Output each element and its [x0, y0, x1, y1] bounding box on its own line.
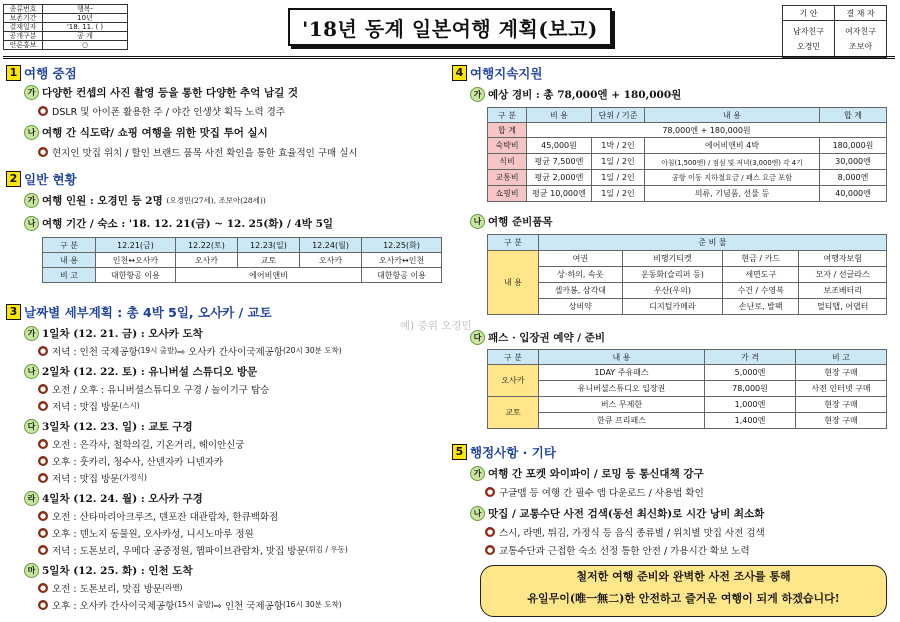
bullet-text: 교통수단과 근접한 숙소 선정 통한 안전 / 가용시간 확보 노력: [499, 546, 750, 557]
closing-line: 유일무이(唯一無二)한 안전하고 즐거운 여행이 되게 하겠습니다!: [527, 592, 840, 605]
section-4-header: [452, 64, 542, 82]
table-header: 12.23(일): [237, 238, 299, 253]
section-title: 행정사항 · 기타: [470, 445, 556, 460]
sub-heading-text: 여행 준비품목: [488, 216, 553, 228]
table-cell: 여권: [539, 251, 623, 267]
row-label: 합 계: [488, 123, 527, 138]
table-cell: 현금 / 카드: [723, 251, 799, 267]
table-cell: 대한항공 이용: [96, 268, 176, 283]
table-cell: 78,000엔 + 180,000원: [527, 123, 887, 138]
table-cell: 40,000엔: [820, 186, 887, 202]
day-title: 1일차 (12. 21. 금) : 오사카 도착: [42, 327, 203, 340]
bullet-line: [38, 145, 358, 159]
meta-key: 종류번호: [4, 5, 43, 14]
table-header: 비 고: [796, 350, 887, 365]
table-cell: 78,000원: [705, 381, 796, 397]
sub-marker: 마: [24, 563, 39, 578]
table-header: 가 격: [705, 350, 796, 365]
section-title: 일반 현황: [24, 172, 77, 187]
row-label: 쇼핑비: [488, 186, 527, 202]
bullet-text: 저녁 : 도톤보리, 우메다 공중정원, 헵파이브관람차, 맛집 방문: [52, 545, 306, 557]
bullet-text: DSLR 및 아이폰 활용한 주 / 야간 인생샷 획득 노력 경주: [52, 107, 286, 118]
table-cell: 1일 / 2인: [592, 186, 645, 202]
table-header: 12.24(월): [300, 238, 362, 253]
bullet-text: 오후 : 훗카리, 청수사, 산넨자카 니넨자카: [52, 456, 224, 468]
table-cell: 오사카↔인천: [362, 253, 442, 268]
table-cell: 비행기티켓: [622, 251, 723, 267]
table-cell: 현장 구매: [796, 365, 887, 381]
section-number: 2: [6, 171, 21, 187]
table-header: 내 용: [645, 108, 820, 123]
bullet-text: 저녁 : 인천 국제공항: [52, 346, 138, 358]
bullet-line: [485, 485, 704, 499]
bullet-line: [38, 380, 464, 397]
sub-marker: 가: [470, 466, 485, 481]
table-cell: 손난로, 발팩: [723, 299, 799, 315]
bullet-line: [38, 342, 464, 359]
bullet-line: [38, 435, 464, 452]
sub-heading: [470, 214, 553, 229]
table-cell: 현장 구매: [796, 397, 887, 413]
table-cell: 한큐 프리패스: [539, 413, 705, 429]
prep-table: [487, 234, 887, 315]
meta-value: ○: [43, 41, 128, 50]
section-3-header: [6, 303, 272, 321]
day-title: 2일차 (12. 22. 토) : 유니버설 스튜디오 방문: [42, 365, 258, 378]
table-cell: 평균 2,000엔: [527, 170, 592, 186]
table-header: 구 분: [43, 238, 96, 253]
row-label: 내 용: [488, 251, 539, 315]
table-cell: 공항 이동 지하철요금 / 패스 요금 포함: [645, 170, 820, 186]
section-number: 1: [6, 65, 21, 81]
table-cell: 평균 7,500엔: [527, 154, 592, 170]
table-header: 내 용: [539, 350, 705, 365]
sub-heading: [470, 506, 764, 521]
bullet-line: [485, 543, 750, 557]
meta-value: 행복-: [43, 5, 128, 14]
sub-heading: [470, 330, 605, 345]
bullet-icon: ●: [39, 439, 47, 448]
bullet-text: ⇨ 인천 국제공항: [213, 600, 283, 612]
sub-heading: [24, 193, 266, 208]
day-heading: [24, 561, 464, 579]
bullet-icon: ●: [39, 401, 47, 410]
table-header: 준 비 물: [539, 235, 887, 251]
bullet-line: [38, 452, 464, 469]
table-header: 12.25(화): [362, 238, 442, 253]
sub-heading: [470, 87, 681, 102]
table-cell: 1DAY 주유패스: [539, 365, 705, 381]
table-cell: 셀카봉, 삼각대: [539, 283, 623, 299]
section-title: 여행 중점: [24, 66, 77, 81]
bullet-icon: ●: [39, 473, 47, 482]
table-header: 12.21(금): [96, 238, 176, 253]
day-title: 4일차 (12. 24. 월) : 오사카 구경: [42, 492, 203, 505]
meta-key: 보존기간: [4, 14, 43, 23]
bullet-note: (16시 30분 도착): [282, 600, 342, 609]
day-heading: [24, 489, 464, 507]
table-cell: 의류, 기념품, 선물 등: [645, 186, 820, 202]
bullet-text: 현지인 맛집 위치 / 할인 브랜드 품목 사전 확인을 통한 효율적인 구매 실시: [52, 148, 358, 159]
bullet-note: (라멘): [162, 583, 183, 592]
day-heading: [24, 417, 464, 435]
sub-marker: 가: [24, 85, 39, 100]
table-cell: 우산(우의): [622, 283, 723, 299]
sub-heading-text: 여행 간 포켓 와이파이 / 로밍 등 통신대책 강구: [488, 468, 704, 480]
section-number: 5: [452, 444, 467, 460]
table-cell: 1일 / 2인: [592, 170, 645, 186]
table-cell: 1,000엔: [705, 397, 796, 413]
bullet-text: 오후 : 덴노지 동물원, 오사카성, 니시노마루 정원: [52, 528, 254, 540]
row-label: 오사카: [488, 365, 539, 397]
sub-marker: 나: [24, 364, 39, 379]
bullet-icon: ●: [39, 148, 47, 156]
title-box: [288, 8, 612, 46]
row-label: 교토: [488, 397, 539, 429]
day-heading: [24, 362, 464, 380]
meta-value: 10년: [43, 14, 128, 23]
bullet-text: 구글맵 등 여행 간 필수 앱 다운로드 / 사용법 확인: [499, 488, 704, 499]
sub-marker: 다: [470, 330, 485, 345]
bullet-icon: ●: [39, 456, 47, 465]
sub-heading-text: 패스 · 입장권 예약 / 준비: [488, 332, 606, 344]
bullet-note: (20시 30분 도착): [282, 346, 342, 355]
bullet-icon: ●: [39, 107, 47, 115]
section-title: 여행지속지원: [470, 66, 543, 81]
bullet-line: [38, 104, 285, 118]
table-cell: 1박 / 2인: [592, 138, 645, 154]
sub-heading: [24, 216, 333, 231]
bullet-icon: ●: [39, 384, 47, 393]
bullet-text: 오전 : 은각사, 철학의길, 기온거리, 헤이안신궁: [52, 439, 245, 451]
table-cell: 아침(1,500엔) / 점심 및 저녁(3,000엔) 각 4기: [645, 154, 820, 170]
table-cell: 인천↔오사카: [96, 253, 176, 268]
bullet-icon: ●: [39, 511, 47, 520]
bullet-line: [38, 507, 464, 524]
day-title: 3일차 (12. 23. 일) : 교토 구경: [42, 420, 193, 433]
sub-marker: 나: [24, 216, 39, 231]
table-cell: 8,000엔: [820, 170, 887, 186]
sub-heading-note: (오경민(27세), 조보아(28세)): [166, 196, 266, 205]
row-label: 숙박비: [488, 138, 527, 154]
table-cell: 5,000엔: [705, 365, 796, 381]
approval-drafter: 남자친구 오경민: [783, 21, 835, 58]
row-label: 교통비: [488, 170, 527, 186]
bullet-note: (15시 출발): [174, 600, 214, 609]
table-cell: 유니버셜스튜디오 입장권: [539, 381, 705, 397]
sub-marker: 나: [470, 214, 485, 229]
table-cell: 버스 무제한: [539, 397, 705, 413]
table-cell: 45,000원: [527, 138, 592, 154]
bullet-text: ⇨ 오사카 간사이국제공항: [177, 346, 283, 358]
table-header: 구 분: [488, 235, 539, 251]
table-cell: 에어비앤비 4박: [645, 138, 820, 154]
bullet-line: [38, 541, 464, 558]
bullet-text: 오전 : 도톤보리, 맛집 방문: [52, 583, 163, 595]
table-cell: 세면도구: [723, 267, 799, 283]
table-header: 합 계: [820, 108, 887, 123]
table-cell: 디지털카메라: [622, 299, 723, 315]
section-5-header: [452, 443, 556, 461]
sub-heading: [24, 125, 268, 140]
section-number: 3: [6, 304, 21, 320]
approval-header: 기 안: [783, 6, 835, 21]
table-cell: 운동화(슬리퍼 등): [622, 267, 723, 283]
sub-heading: [470, 466, 704, 481]
table-cell: 1일 / 2인: [592, 154, 645, 170]
section-1-header: [6, 64, 77, 82]
bullet-note: (튀김 / 우동): [305, 545, 348, 554]
sub-marker: 가: [470, 87, 485, 102]
pass-table: [487, 349, 887, 429]
bullet-text: 오후 : 오사카 간사이국제공항: [52, 600, 175, 612]
approval-table: [782, 5, 887, 58]
sub-marker: 가: [24, 193, 39, 208]
table-header: 비 용: [527, 108, 592, 123]
day-list: [24, 324, 464, 613]
meta-key: 공개구분: [4, 32, 43, 41]
bullet-icon: ●: [39, 545, 47, 554]
page-title: '18년 동계 일본여행 계획(보고): [302, 16, 598, 41]
table-cell: 30,000엔: [820, 154, 887, 170]
sub-marker: 나: [24, 125, 39, 140]
table-cell: 멀티탭, 어댑터: [799, 299, 887, 315]
closing-line: 철저한 여행 준비와 완벽한 사전 조사를 통해: [576, 570, 791, 583]
meta-value: 공 개: [43, 32, 128, 41]
bullet-line: [38, 469, 464, 486]
table-cell: 오사카: [300, 253, 362, 268]
table-cell: 보조배터리: [799, 283, 887, 299]
row-label: 식비: [488, 154, 527, 170]
sub-heading-text: 여행 기간 / 숙소 : '18. 12. 21(금) ~ 12. 25(화) / 4박 5일: [42, 218, 334, 230]
table-cell: 교토: [237, 253, 299, 268]
table-cell: 상비약: [539, 299, 623, 315]
sub-marker: 라: [24, 491, 39, 506]
approval-approver: 여자친구 조보아: [835, 21, 887, 58]
sub-marker: 나: [470, 506, 485, 521]
bullet-note: (스시): [119, 401, 140, 410]
bullet-line: [38, 397, 464, 414]
row-label: 내 용: [43, 253, 96, 268]
bullet-line: [485, 525, 765, 539]
row-label: 비 고: [43, 268, 96, 283]
bullet-text: 스시, 라멘, 튀김, 가정식 등 음식 종류별 / 위치별 맛집 사전 검색: [499, 528, 765, 539]
table-cell: 현장 구매: [796, 413, 887, 429]
bullet-text: 저녁 : 맛집 방문: [52, 473, 120, 485]
bullet-icon: ●: [39, 600, 47, 609]
watermark-text: 예) 중위 오경민: [400, 320, 472, 332]
table-cell: 사전 인터넷 구매: [796, 381, 887, 397]
meta-value: '18. 11. ( ): [43, 23, 128, 32]
bullet-icon: ●: [486, 546, 494, 554]
bullet-note: (가정식): [119, 473, 147, 482]
approval-header: 결 재 자: [835, 6, 887, 21]
table-cell: 상·하의, 속옷: [539, 267, 623, 283]
schedule-table: [42, 237, 442, 283]
table-cell: 1,400엔: [705, 413, 796, 429]
day-title: 5일차 (12. 25. 화) : 인천 도착: [42, 564, 193, 577]
sub-heading-text: 다양한 컨셉의 사진 촬영 등을 통한 다양한 추억 남길 것: [42, 87, 299, 99]
table-cell: 모자 / 선글라스: [799, 267, 887, 283]
section-title: 날짜별 세부계획 : 총 4박 5일, 오사카 / 교토: [24, 305, 272, 320]
sub-heading-text: 예상 경비 : 총 78,000엔 + 180,000원: [488, 89, 682, 101]
bullet-text: 오전 : 산타마리아크루즈, 덴포잔 대관람차, 한큐백화점: [52, 511, 279, 523]
closing-banner: [480, 565, 887, 617]
sub-marker: 가: [24, 326, 39, 341]
section-2-header: [6, 170, 77, 188]
sub-heading-text: 여행 인원 : 오경민 등 2명: [42, 195, 163, 207]
sub-marker: 다: [24, 419, 39, 434]
header-divider: [3, 56, 895, 59]
table-cell: 평균 10,000엔: [527, 186, 592, 202]
bullet-line: [38, 596, 464, 613]
sub-heading: [24, 85, 298, 100]
table-header: 구 분: [488, 108, 527, 123]
table-header: 12.22(토): [175, 238, 237, 253]
bullet-icon: ●: [39, 528, 47, 537]
table-cell: 대한항공 이용: [362, 268, 442, 283]
bullet-text: 오전 / 오후 : 유니버셜스튜디오 구경 / 놀이기구 탑승: [52, 384, 270, 396]
table-header: 단위 / 기준: [592, 108, 645, 123]
meta-table: [3, 4, 128, 50]
section-number: 4: [452, 65, 467, 81]
table-cell: 여행자보험: [799, 251, 887, 267]
sub-heading-text: 맛집 / 교통수단 사전 검색(동선 최신화)로 시간 낭비 최소화: [488, 508, 765, 520]
table-header: 구 분: [488, 350, 539, 365]
cost-table: [487, 107, 887, 202]
bullet-icon: ●: [486, 488, 494, 496]
table-cell: 180,000원: [820, 138, 887, 154]
bullet-line: [38, 524, 464, 541]
day-heading: [24, 324, 464, 342]
bullet-line: [38, 579, 464, 596]
bullet-icon: ●: [486, 528, 494, 536]
bullet-text: 저녁 : 맛집 방문: [52, 401, 120, 413]
meta-key: 언론홍보: [4, 41, 43, 50]
bullet-note: (19시 출발): [137, 346, 178, 355]
table-cell: 오사카: [175, 253, 237, 268]
sub-heading-text: 여행 간 식도락/ 쇼핑 여행을 위한 맛집 투어 실시: [42, 127, 268, 139]
bullet-icon: ●: [39, 583, 47, 592]
table-cell: 수건 / 수영복: [723, 283, 799, 299]
bullet-icon: ●: [39, 346, 47, 355]
meta-key: 결재일자: [4, 23, 43, 32]
table-cell: 에어비앤비: [175, 268, 361, 283]
